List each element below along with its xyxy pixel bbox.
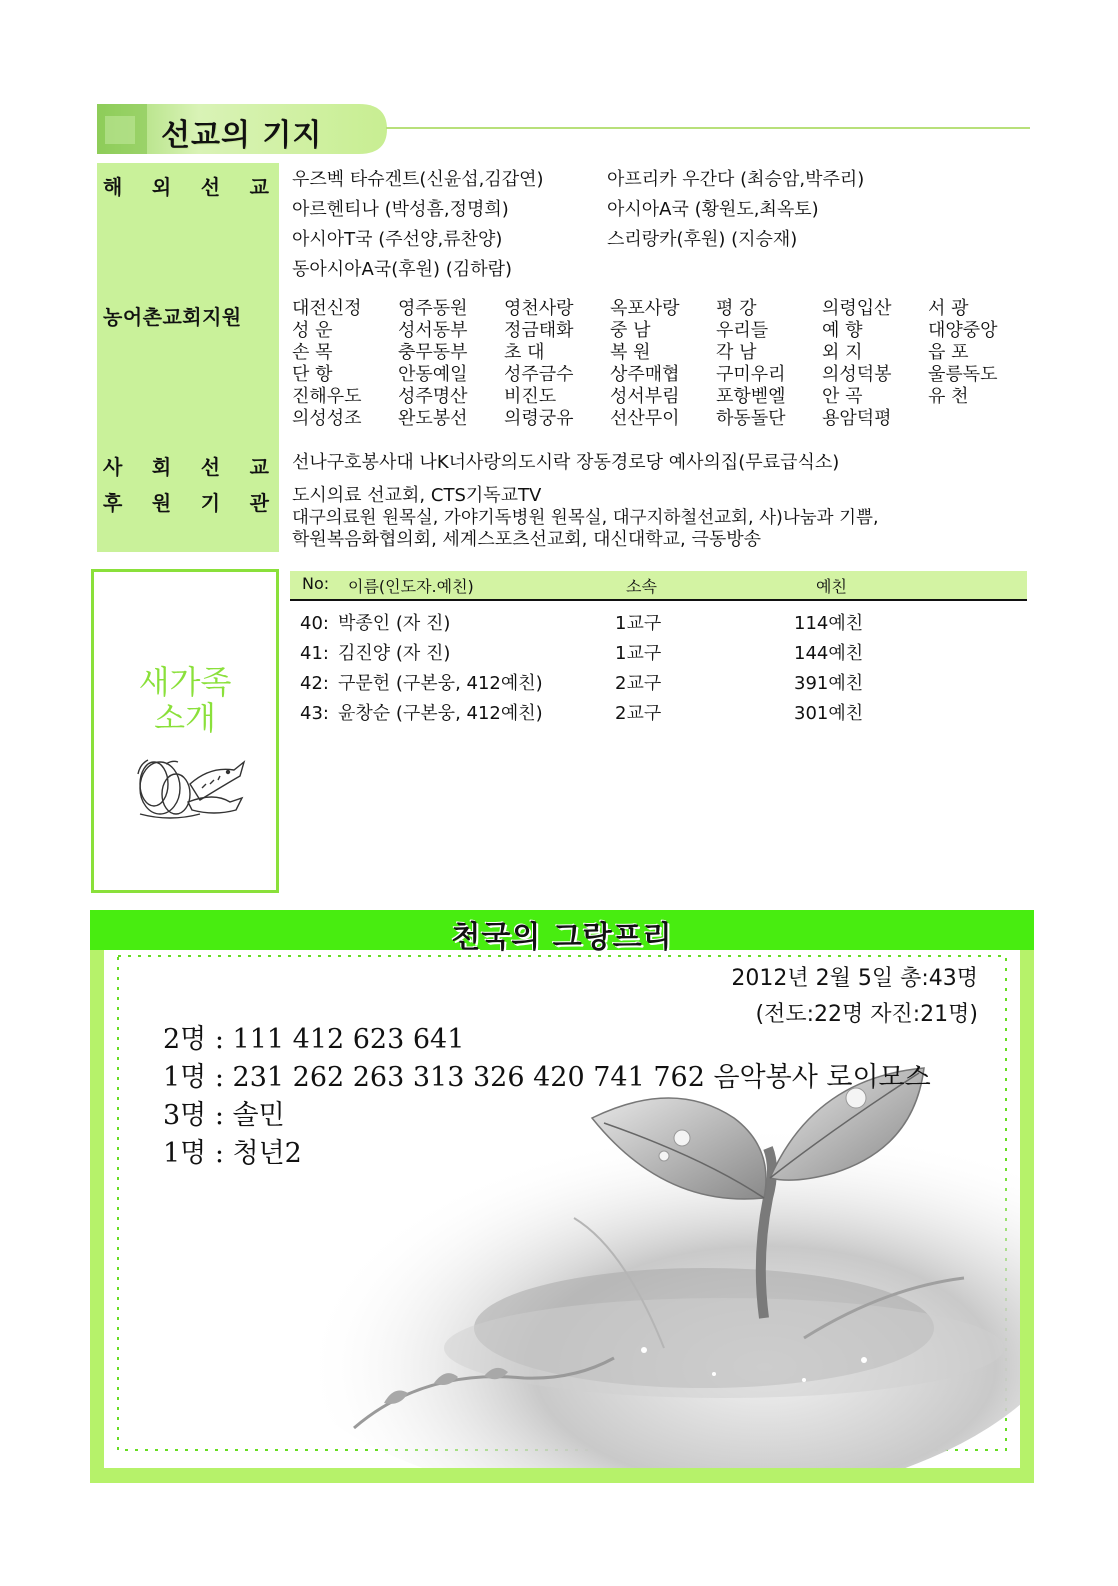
- grand-prix-line: 1명 : 231 262 263 313 326 420 741 762 음악봉사 로이모스: [163, 1062, 931, 1093]
- header-no: No:: [302, 574, 330, 593]
- sponsor-line: 도시의료 선교회, CTS기독교TV: [292, 485, 542, 506]
- rural-church: 중 남: [610, 320, 651, 341]
- new-family-row: [300, 609, 1000, 639]
- rural-church: 상주매협: [610, 364, 680, 385]
- rural-church: 예 향: [822, 320, 863, 341]
- rural-church: 하동돌단: [716, 408, 786, 429]
- rural-church: 성서부림: [610, 386, 680, 407]
- rural-church: 의성덕봉: [822, 364, 892, 385]
- new-family-title: [94, 664, 276, 736]
- overseas-item: 아시아T국 (주선양,류찬양): [292, 229, 503, 250]
- member-no: 42:: [300, 673, 329, 694]
- grand-prix-line: 1명 : 청년2: [163, 1138, 302, 1169]
- rural-church: 진해우도: [292, 386, 362, 407]
- label-sponsor-org: 후 원 기 관: [103, 491, 269, 515]
- rural-church-grid: [292, 298, 1010, 430]
- sponsor-line: 대구의료원 원목실, 가야기독병원 원목실, 대구지하철선교회, 사)나눔과 기쁨,: [292, 508, 879, 528]
- rural-church: 포항벧엘: [716, 386, 786, 407]
- header-cell: 예친: [816, 577, 847, 596]
- rural-church: 의성성조: [292, 408, 362, 429]
- new-family-title-line2: 소개: [154, 699, 216, 737]
- rural-church: 성주금수: [504, 364, 574, 385]
- member-name: 윤창순 (구본웅, 412예친): [338, 703, 543, 724]
- label-overseas-mission: 해 외 선 교: [103, 175, 269, 199]
- label-rural-church-support: 농어촌교회지원: [103, 305, 242, 329]
- overseas-item: 우즈벡 타슈겐트(신윤섭,김갑연): [292, 169, 544, 190]
- rural-church: 성주명산: [398, 386, 468, 407]
- rural-church: 영천사랑: [504, 298, 574, 319]
- rural-church: 정금태화: [504, 320, 574, 341]
- rural-church: 구미우리: [716, 364, 786, 385]
- member-name: 구문헌 (구본웅, 412예친): [338, 673, 543, 694]
- rural-church: 서 광: [928, 298, 969, 319]
- rural-church: 옥포사랑: [610, 298, 680, 319]
- member-group: 2교구: [615, 673, 662, 694]
- grand-prix-title: 천국의 그랑프리: [451, 920, 673, 955]
- member-name: 김진양 (자 진): [338, 643, 451, 664]
- new-family-table-header: [290, 571, 1027, 601]
- sponsor-line: 학원복음화협의회, 세계스포츠선교회, 대신대학교, 극동방송: [292, 529, 762, 550]
- rural-church: 선산무이: [610, 408, 680, 429]
- new-family-title-line1: 새가족: [138, 663, 232, 701]
- grand-prix-date-total: 2012년 2월 5일 총:43명: [731, 966, 978, 991]
- section-header-mission: [97, 104, 387, 154]
- rural-church: 성서동부: [398, 320, 468, 341]
- grand-prix-title-bar: [90, 910, 1034, 955]
- rural-row: [292, 342, 1010, 364]
- rural-church: 외 지: [822, 342, 863, 363]
- rural-row: [292, 298, 1010, 320]
- rural-church: 성 운: [292, 320, 333, 341]
- rural-church: 우리들: [716, 320, 769, 341]
- rural-row: [292, 320, 1010, 342]
- rural-row: [292, 386, 1010, 408]
- member-no: 40:: [300, 613, 329, 634]
- rural-church: 영주동원: [398, 298, 468, 319]
- rural-church: 울릉독도: [928, 364, 998, 385]
- member-no: 43:: [300, 703, 329, 724]
- rural-church: 완도봉선: [398, 408, 468, 429]
- category-label-column: [97, 163, 279, 552]
- member-group: 1교구: [615, 613, 662, 634]
- overseas-item: 아프리카 우간다 (최승암,박주리): [607, 169, 865, 190]
- rural-church: 의령궁유: [504, 408, 574, 429]
- rural-row: [292, 408, 1010, 430]
- rural-church: 대전신정: [292, 298, 362, 319]
- new-family-row: [300, 639, 1000, 669]
- member-cell: 144예친: [794, 643, 864, 664]
- overseas-item: 동아시아A국(후원) (김하람): [292, 259, 513, 280]
- member-group: 1교구: [615, 643, 662, 664]
- rural-church: 복 원: [610, 342, 651, 363]
- member-no: 41:: [300, 643, 329, 664]
- member-group: 2교구: [615, 703, 662, 724]
- member-name: 박종인 (자 진): [338, 613, 451, 634]
- rural-church: 손 목: [292, 342, 333, 363]
- rural-church: 초 대: [504, 342, 545, 363]
- section-divider: [386, 127, 1030, 129]
- rural-church: 각 남: [716, 342, 757, 363]
- grand-prix-line: 3명 : 솔민: [163, 1100, 285, 1131]
- rural-church: 유 천: [928, 386, 969, 407]
- rural-row: [292, 364, 1010, 386]
- loaves-and-fish-icon: [130, 744, 250, 824]
- overseas-item: 스리랑카(후원) (지승재): [607, 229, 798, 250]
- label-social-mission: 사 회 선 교: [103, 455, 269, 479]
- rural-church: 비진도: [504, 386, 557, 407]
- member-cell: 391예친: [794, 673, 864, 694]
- header-group: 소속: [626, 577, 657, 596]
- rural-church: 충무동부: [398, 342, 468, 363]
- rural-church: 평 강: [716, 298, 757, 319]
- new-family-box: [91, 569, 279, 893]
- rural-church: [928, 408, 1010, 430]
- rural-church: 대양중앙: [928, 320, 998, 341]
- rural-church: 안동예일: [398, 364, 468, 385]
- member-cell: 301예친: [794, 703, 864, 724]
- overseas-item: 아시아A국 (황원도,최옥토): [607, 199, 819, 220]
- overseas-item: 아르헨티나 (박성흠,정명희): [292, 199, 509, 220]
- rural-church: 안 곡: [822, 386, 863, 407]
- new-family-row: [300, 699, 1000, 729]
- new-family-row: [300, 669, 1000, 699]
- section-title-mission: 선교의 기지: [161, 118, 323, 153]
- social-mission-text: 선나구호봉사대 나K너사랑의도시락 장동경로당 예사의집(무료급식소): [292, 452, 840, 473]
- header-name: 이름(인도자.예친): [348, 577, 474, 596]
- rural-church: 의령입산: [822, 298, 892, 319]
- rural-church: 읍 포: [928, 342, 969, 363]
- grand-prix-breakdown: (전도:22명 자진:21명): [755, 1002, 978, 1027]
- rural-church: 용암덕평: [822, 408, 892, 429]
- member-cell: 114예친: [794, 613, 864, 634]
- grand-prix-line: 2명 : 111 412 623 641: [163, 1024, 465, 1055]
- rural-church: 단 항: [292, 364, 333, 385]
